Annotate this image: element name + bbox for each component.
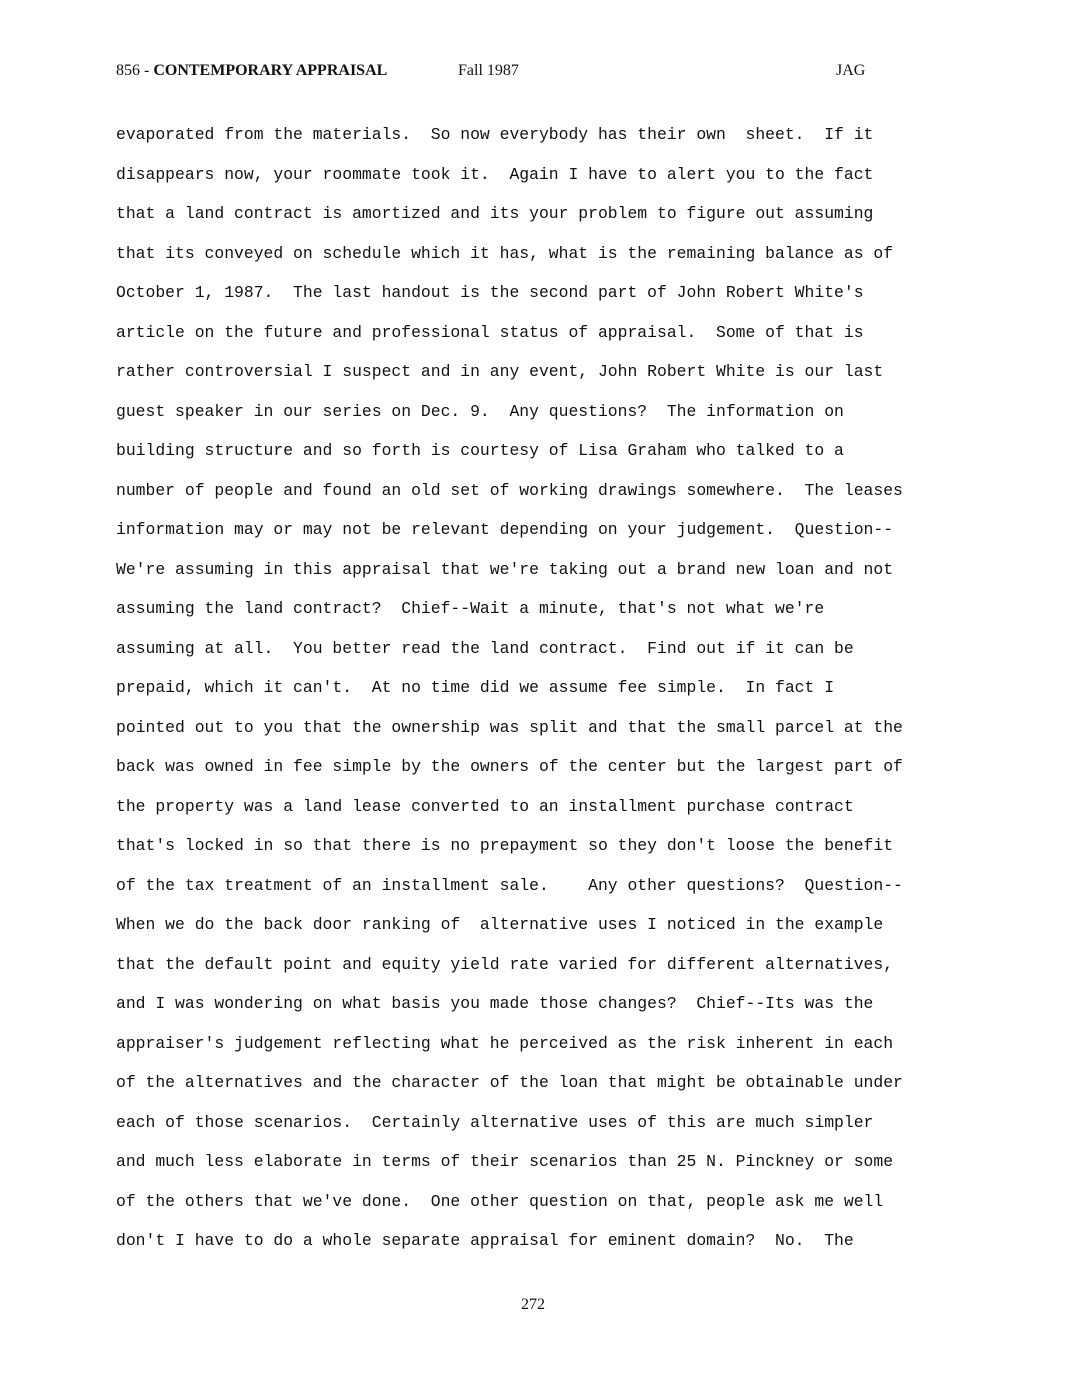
text-line: prepaid, which it can't. At no time did we assume fee simple. In fact I bbox=[116, 678, 835, 697]
text-line: guest speaker in our series on Dec. 9. Any questions? The information on bbox=[116, 401, 844, 421]
text-line: October 1, 1987. The last handout is the second part of John Robert White's bbox=[116, 283, 864, 302]
text-line: that its conveyed on schedule which it has, what is the remaining balance as of bbox=[116, 243, 894, 263]
text-line: and much less elaborate in terms of their scenarios than 25 N. Pinckney or some bbox=[116, 1152, 894, 1171]
course-title: CONTEMPORARY APPRAISAL bbox=[153, 62, 388, 79]
text-line: don't I have to do a whole separate appraisal for eminent domain? No. The bbox=[116, 1231, 854, 1250]
text-line: back was owned in fee simple by the owners of the center but the largest part of bbox=[116, 757, 903, 776]
transcript-body bbox=[116, 124, 1016, 1270]
text-line: pointed out to you that the ownership was split and that the small parcel at the bbox=[116, 717, 903, 737]
author-initials: JAG bbox=[836, 62, 866, 79]
page-header bbox=[0, 62, 1066, 86]
text-line: When we do the back door ranking of alternative uses I noticed in the example bbox=[116, 915, 884, 934]
text-line: information may or may not be relevant depending on your judgement. Question-- bbox=[116, 520, 894, 539]
text-line: assuming at all. You better read the land contract. Find out if it can be bbox=[116, 638, 854, 658]
course-heading bbox=[116, 62, 387, 80]
text-line: that a land contract is amortized and its your problem to figure out assuming bbox=[116, 204, 874, 223]
text-line: of the alternatives and the character of the loan that might be obtainable under bbox=[116, 1073, 903, 1092]
text-line: disappears now, your roommate took it. Again I have to alert you to the fact bbox=[116, 164, 874, 184]
term-label: Fall 1987 bbox=[458, 62, 519, 79]
text-line: and I was wondering on what basis you made those changes? Chief--Its was the bbox=[116, 994, 874, 1013]
text-line: number of people and found an old set of working drawings somewhere. The leases bbox=[116, 480, 903, 500]
text-line: that the default point and equity yield rate varied for different alternatives, bbox=[116, 954, 894, 974]
text-line: of the tax treatment of an installment sale. Any other questions? Question-- bbox=[116, 875, 903, 895]
text-line: each of those scenarios. Certainly alternative uses of this are much simpler bbox=[116, 1112, 874, 1132]
course-number: 856 - bbox=[116, 62, 154, 79]
text-line: appraiser's judgement reflecting what he perceived as the risk inherent in each bbox=[116, 1033, 894, 1053]
text-line: that's locked in so that there is no prepayment so they don't loose the benefit bbox=[116, 836, 894, 855]
text-line: rather controversial I suspect and in any event, John Robert White is our last bbox=[116, 362, 884, 381]
text-line: of the others that we've done. One other question on that, people ask me well bbox=[116, 1191, 884, 1211]
page-number: 272 bbox=[521, 1296, 545, 1313]
text-line: assuming the land contract? Chief--Wait a minute, that's not what we're bbox=[116, 599, 825, 618]
text-line: evaporated from the materials. So now everybody has their own sheet. If it bbox=[116, 125, 874, 144]
text-line: building structure and so forth is courtesy of Lisa Graham who talked to a bbox=[116, 441, 844, 460]
text-line: the property was a land lease converted to an installment purchase contract bbox=[116, 796, 854, 816]
text-line: We're assuming in this appraisal that we're taking out a brand new loan and not bbox=[116, 559, 894, 579]
text-line: article on the future and professional status of appraisal. Some of that is bbox=[116, 322, 864, 342]
